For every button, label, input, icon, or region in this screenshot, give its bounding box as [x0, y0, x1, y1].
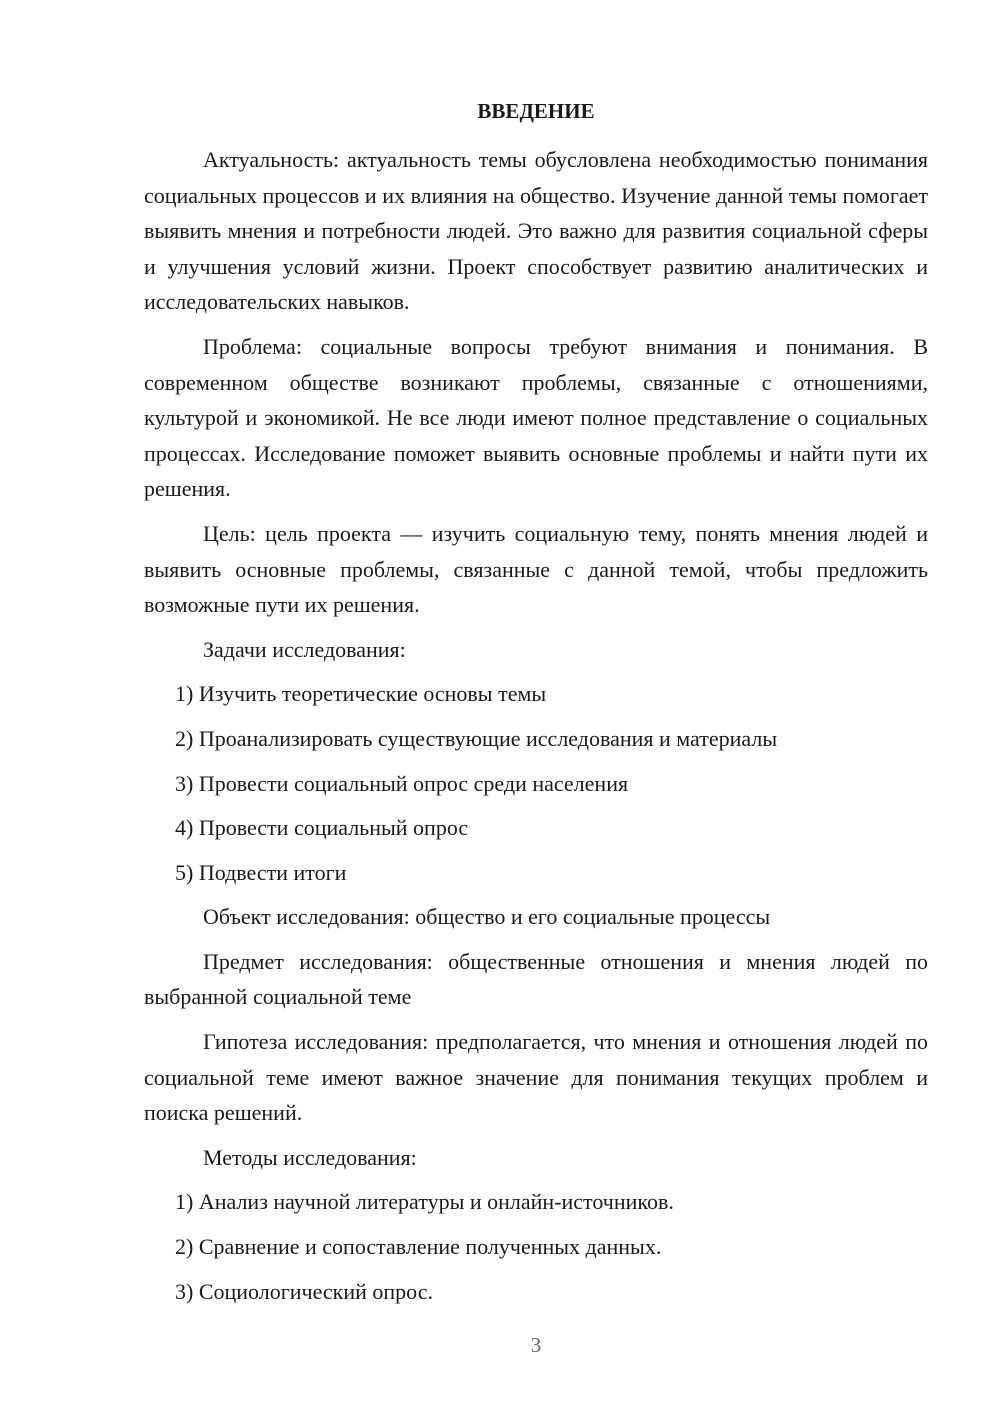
tasks-heading: Задачи исследования:: [203, 636, 406, 662]
document-body: [144, 142, 928, 1309]
relevance-paragraph: Актуальность: актуальность темы обусловлена необходимостью понимания социальных процессов и их влияния на общество. Изучение данной темы помогает выявить мнения и потребности людей. Это важно для развития социальной сферы и улучшения условий жизни. Проект способствует развитию аналитических и исследовательских навыков.: [144, 147, 928, 315]
goal-paragraph: Цель: цель проекта — изучить социальную тему, понять мнения людей и выявить основные проблемы, связанные с данной темой, чтобы предложить возможные пути их решения.: [144, 520, 928, 618]
section-heading: ВВЕДЕНИЕ: [477, 99, 595, 123]
methods-heading: Методы исследования:: [203, 1144, 417, 1170]
problem-paragraph: Проблема: социальные вопросы требуют внимания и понимания. В современном обществе возникают проблемы, связанные с отношениями, культурой и экономикой. Не все люди имеют полное представление о социальных процессах. Исследование поможет выявить основные проблемы и найти пути их решения.: [144, 333, 928, 502]
method-item-1: 1) Анализ научной литературы и онлайн-источников.: [175, 1189, 674, 1215]
hypothesis-paragraph: Гипотеза исследования: предполагается, что мнения и отношения людей по социальной теме имеют важное значение для понимания текущих проблем и поиска решений.: [144, 1029, 928, 1126]
method-item-2: 2) Сравнение и сопоставление полученных данных.: [175, 1234, 662, 1260]
task-item-1: 1) Изучить теоретические основы темы: [175, 681, 547, 707]
task-item-3: 3) Провести социальный опрос среди населения: [175, 770, 629, 796]
page-number: 3: [530, 1333, 542, 1357]
task-item-4: 4) Провести социальный опрос: [175, 815, 469, 841]
subject-paragraph: Предмет исследования: общественные отношения и мнения людей по выбранной социальной теме: [144, 948, 928, 1010]
method-item-3: 3) Социологический опрос.: [175, 1278, 433, 1304]
object-paragraph: Объект исследования: общество и его социальные процессы: [203, 904, 771, 930]
task-item-5: 5) Подвести итоги: [175, 859, 347, 885]
task-item-2: 2) Проанализировать существующие исследования и материалы: [175, 725, 778, 751]
